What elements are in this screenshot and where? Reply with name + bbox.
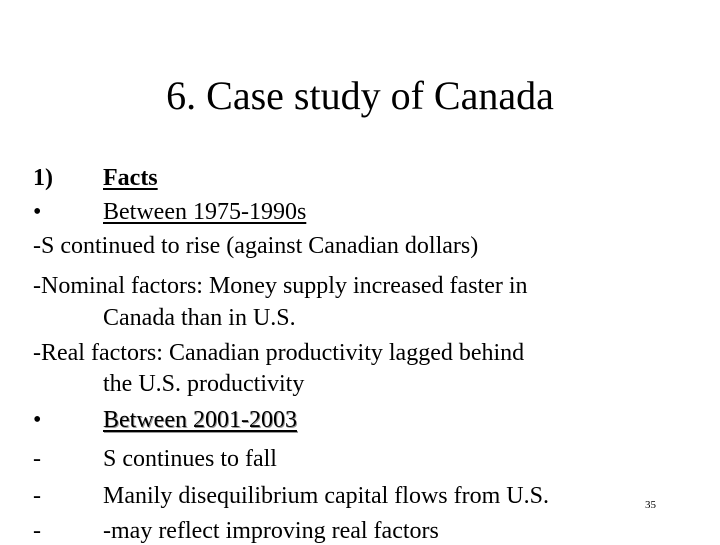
dash-marker: - xyxy=(33,483,41,509)
slide-title: 6. Case study of Canada xyxy=(166,73,554,118)
list-item: -Nominal factors: Money supply increased faster in xyxy=(33,273,528,299)
heading-number: 1) xyxy=(33,165,53,191)
dash-text: Manily disequilibrium capital flows from U.S. xyxy=(103,483,549,509)
bullet-text: Between 2001-2003 xyxy=(103,407,297,433)
list-item-continuation: the U.S. productivity xyxy=(103,371,305,397)
list-item-continuation: Canada than in U.S. xyxy=(103,305,296,331)
list-item: -Real factors: Canadian productivity lagged behind xyxy=(33,340,525,366)
dash-text: -may reflect improving real factors xyxy=(103,518,439,544)
dash-marker: - xyxy=(33,518,41,544)
heading-facts: Facts xyxy=(103,165,158,191)
list-item: -S continued to rise (against Canadian dollars) xyxy=(33,233,479,259)
dash-marker: - xyxy=(33,446,41,472)
bullet-text: Between 1975-1990s xyxy=(103,199,307,225)
bullet-dot: • xyxy=(33,199,42,225)
page-number: 35 xyxy=(645,499,656,511)
bullet-dot: • xyxy=(33,407,42,433)
dash-text: S continues to fall xyxy=(103,446,277,472)
